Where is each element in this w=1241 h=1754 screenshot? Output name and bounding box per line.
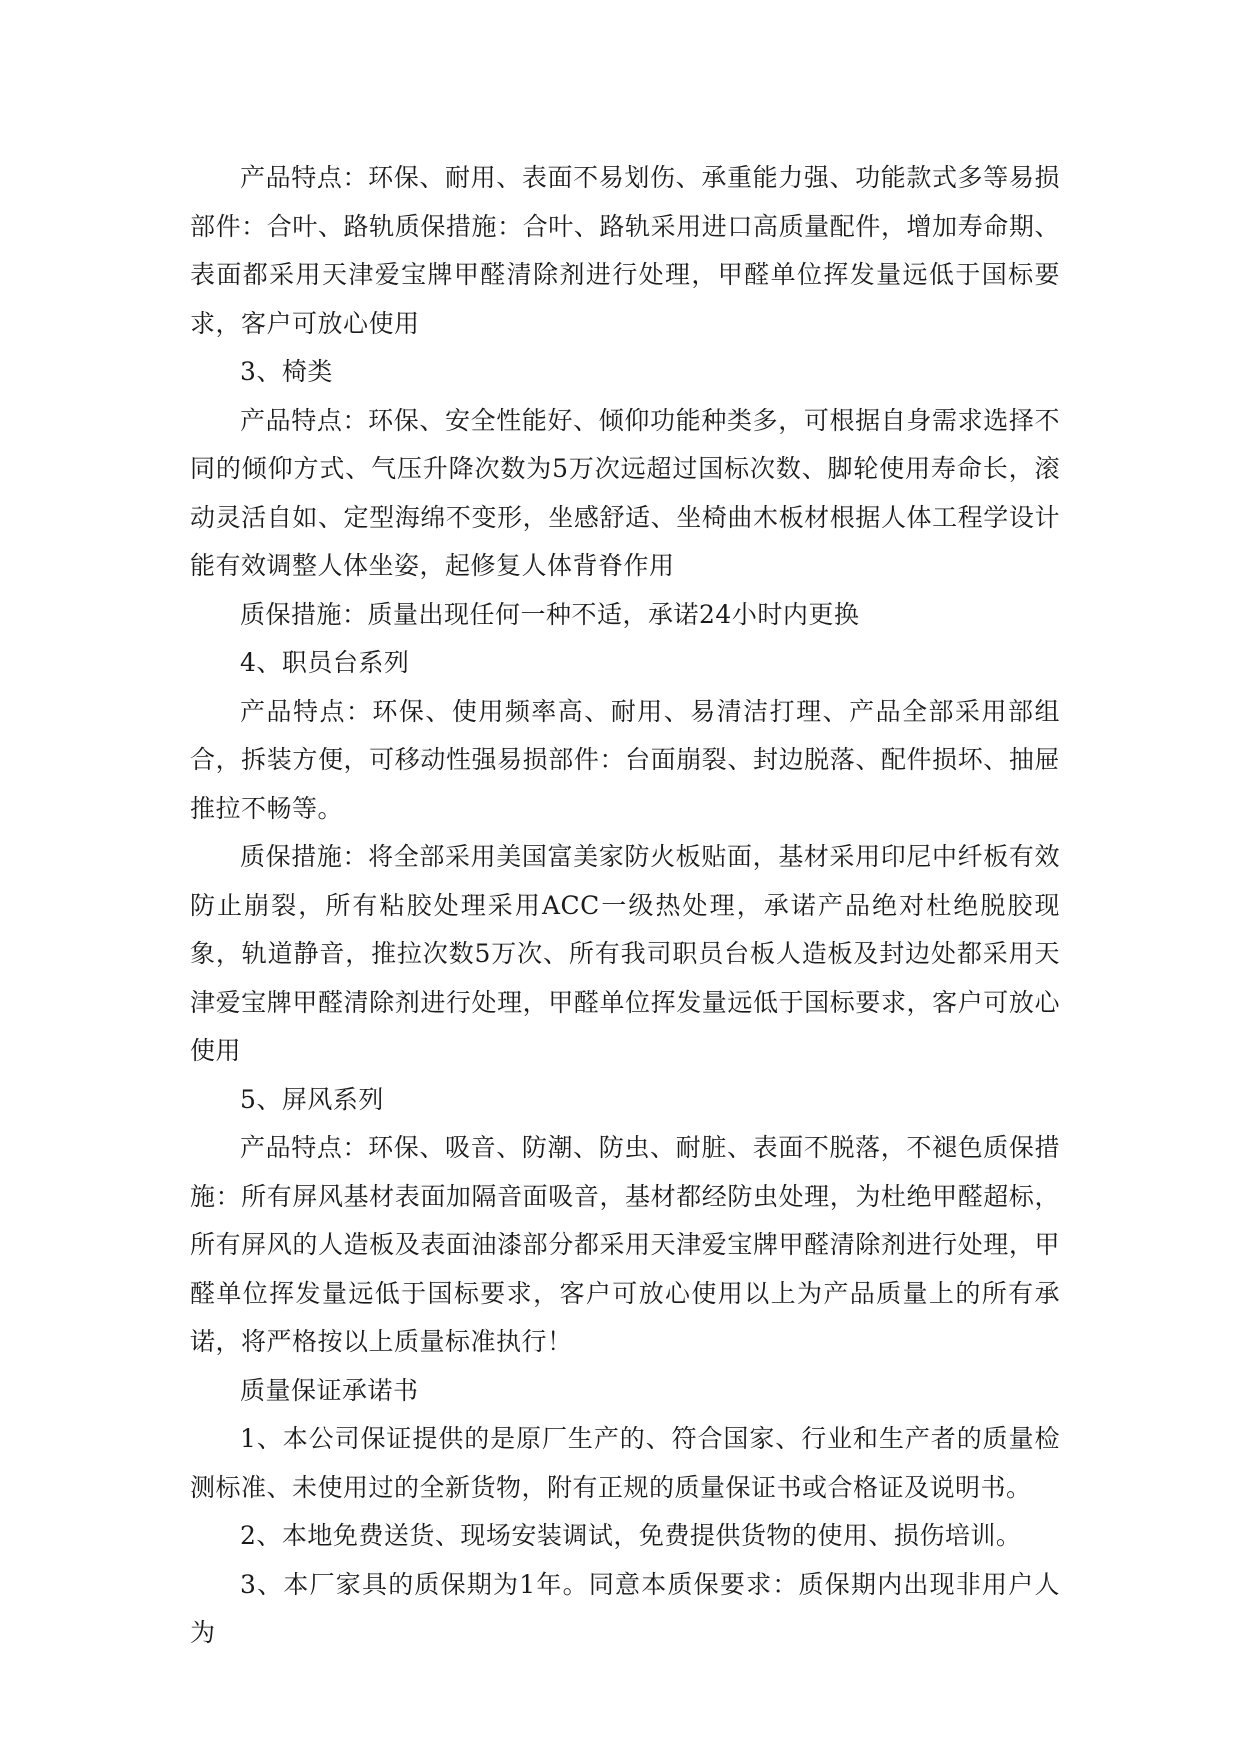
- paragraph-staff-desk-features: 产品特点：环保、使用频率高、耐用、易清洁打理、产品全部采用部组合，拆装方便，可移动性强易损部件：台面崩裂、封边脱落、配件损坏、抽屉推拉不畅等。: [190, 696, 1060, 823]
- document-body: [190, 154, 1060, 1658]
- commitment-item-3: 3、本厂家具的质保期为1年。同意本质保要求：质保期内出现非用户人为: [190, 1569, 1060, 1647]
- paragraph-desk-features: 产品特点：环保、耐用、表面不易划伤、承重能力强、功能款式多等易损部件：合叶、路轨质保措施：合叶、路轨采用进口高质量配件，增加寿命期、表面都采用天津爱宝牌甲醛清除剂进行处理，甲醛单位挥发量远低于国标要求，客户可放心使用: [190, 163, 1060, 338]
- commitment-item-2: 2、本地免费送货、现场安装调试，免费提供货物的使用、损伤培训。: [240, 1521, 1022, 1550]
- heading-staff-desks: 4、职员台系列: [240, 648, 410, 677]
- heading-chairs: 3、椅类: [240, 357, 333, 386]
- commitment-item-1: 1、本公司保证提供的是原厂生产的、符合国家、行业和生产者的质量检测标准、未使用过的全新货物，附有正规的质量保证书或合格证及说明书。: [190, 1424, 1060, 1502]
- heading-screens: 5、屏风系列: [240, 1084, 384, 1114]
- paragraph-chair-features: 产品特点：环保、安全性能好、倾仰功能种类多，可根据自身需求选择不同的倾仰方式、气压升降次数为5万次远超过国标次数、脚轮使用寿命长，滚动灵活自如、定型海绵不变形，坐感舒适、坐椅曲木板材根据人体工程学设计能有效调整人体坐姿，起修复人体背脊作用: [190, 405, 1060, 580]
- heading-quality-commitment: 质量保证承诺书: [240, 1375, 419, 1405]
- paragraph-screen-features: 产品特点：环保、吸音、防潮、防虫、耐脏、表面不脱落，不褪色质保措施：所有屏风基材表面加隔音面吸音，基材都经防虫处理，为杜绝甲醛超标，所有屏风的人造板及表面油漆部分都采用天津爱宝牌甲醛清除剂进行处理，甲醛单位挥发量远低于国标要求，客户可放心使用以上为产品质量上的所有承诺，将严格按以上质量标准执行！: [190, 1133, 1060, 1356]
- paragraph-chair-warranty: 质保措施：质量出现任何一种不适，承诺24小时内更换: [240, 599, 860, 629]
- paragraph-staff-desk-warranty: 质保措施：将全部采用美国富美家防火板贴面，基材采用印尼中纤板有效防止崩裂，所有粘胶处理采用ACC一级热处理，承诺产品绝对杜绝脱胶现象，轨道静音，推拉次数5万次、所有我司职员台板人造板及封边处都采用天津爱宝牌甲醛清除剂进行处理，甲醛单位挥发量远低于国标要求，客户可放心使用: [190, 842, 1060, 1065]
